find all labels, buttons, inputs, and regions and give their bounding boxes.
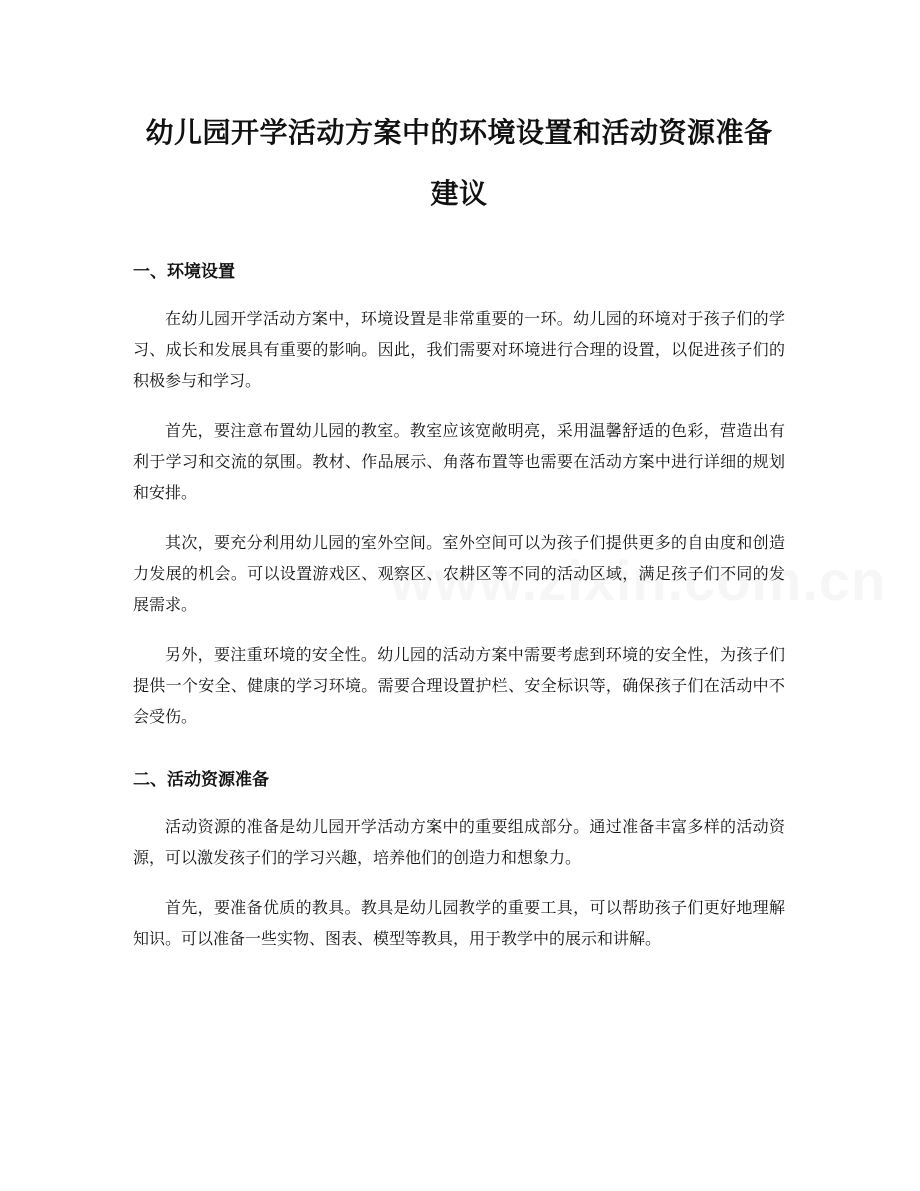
paragraph: 另外，要注重环境的安全性。幼儿园的活动方案中需要考虑到环境的安全性，为孩子们提供一个安全、健康的学习环境。需要合理设置护栏、安全标识等，确保孩子们在活动中不会受伤。: [133, 645, 785, 726]
section-heading-resources: 二、活动资源准备: [133, 770, 269, 790]
paragraph: 首先，要准备优质的教具。教具是幼儿园教学的重要工具，可以帮助孩子们更好地理解知识。可以准备一些实物、图表、模型等教具，用于教学中的展示和讲解。: [133, 898, 785, 948]
paragraph: 活动资源的准备是幼儿园开学活动方案中的重要组成部分。通过准备丰富多样的活动资源，可以激发孩子们的学习兴趣，培养他们的创造力和想象力。: [133, 817, 785, 867]
document-content: [133, 102, 785, 973]
paragraph: 其次，要充分利用幼儿园的室外空间。室外空间可以为孩子们提供更多的自由度和创造力发展的机会。可以设置游戏区、观察区、农耕区等不同的活动区域，满足孩子们不同的发展需求。: [133, 533, 785, 614]
document-title: 幼儿园开学活动方案中的环境设置和活动资源准备建议: [145, 116, 773, 210]
section-heading-environment: 一、环境设置: [133, 262, 235, 282]
paragraph: 在幼儿园开学活动方案中，环境设置是非常重要的一环。幼儿园的环境对于孩子们的学习、成长和发展具有重要的影响。因此，我们需要对环境进行合理的设置，以促进孩子们的积极参与和学习。: [133, 309, 785, 390]
paragraph: 首先，要注意布置幼儿园的教室。教室应该宽敞明亮，采用温馨舒适的色彩，营造出有利于学习和交流的氛围。教材、作品展示、角落布置等也需要在活动方案中进行详细的规划和安排。: [133, 421, 785, 502]
